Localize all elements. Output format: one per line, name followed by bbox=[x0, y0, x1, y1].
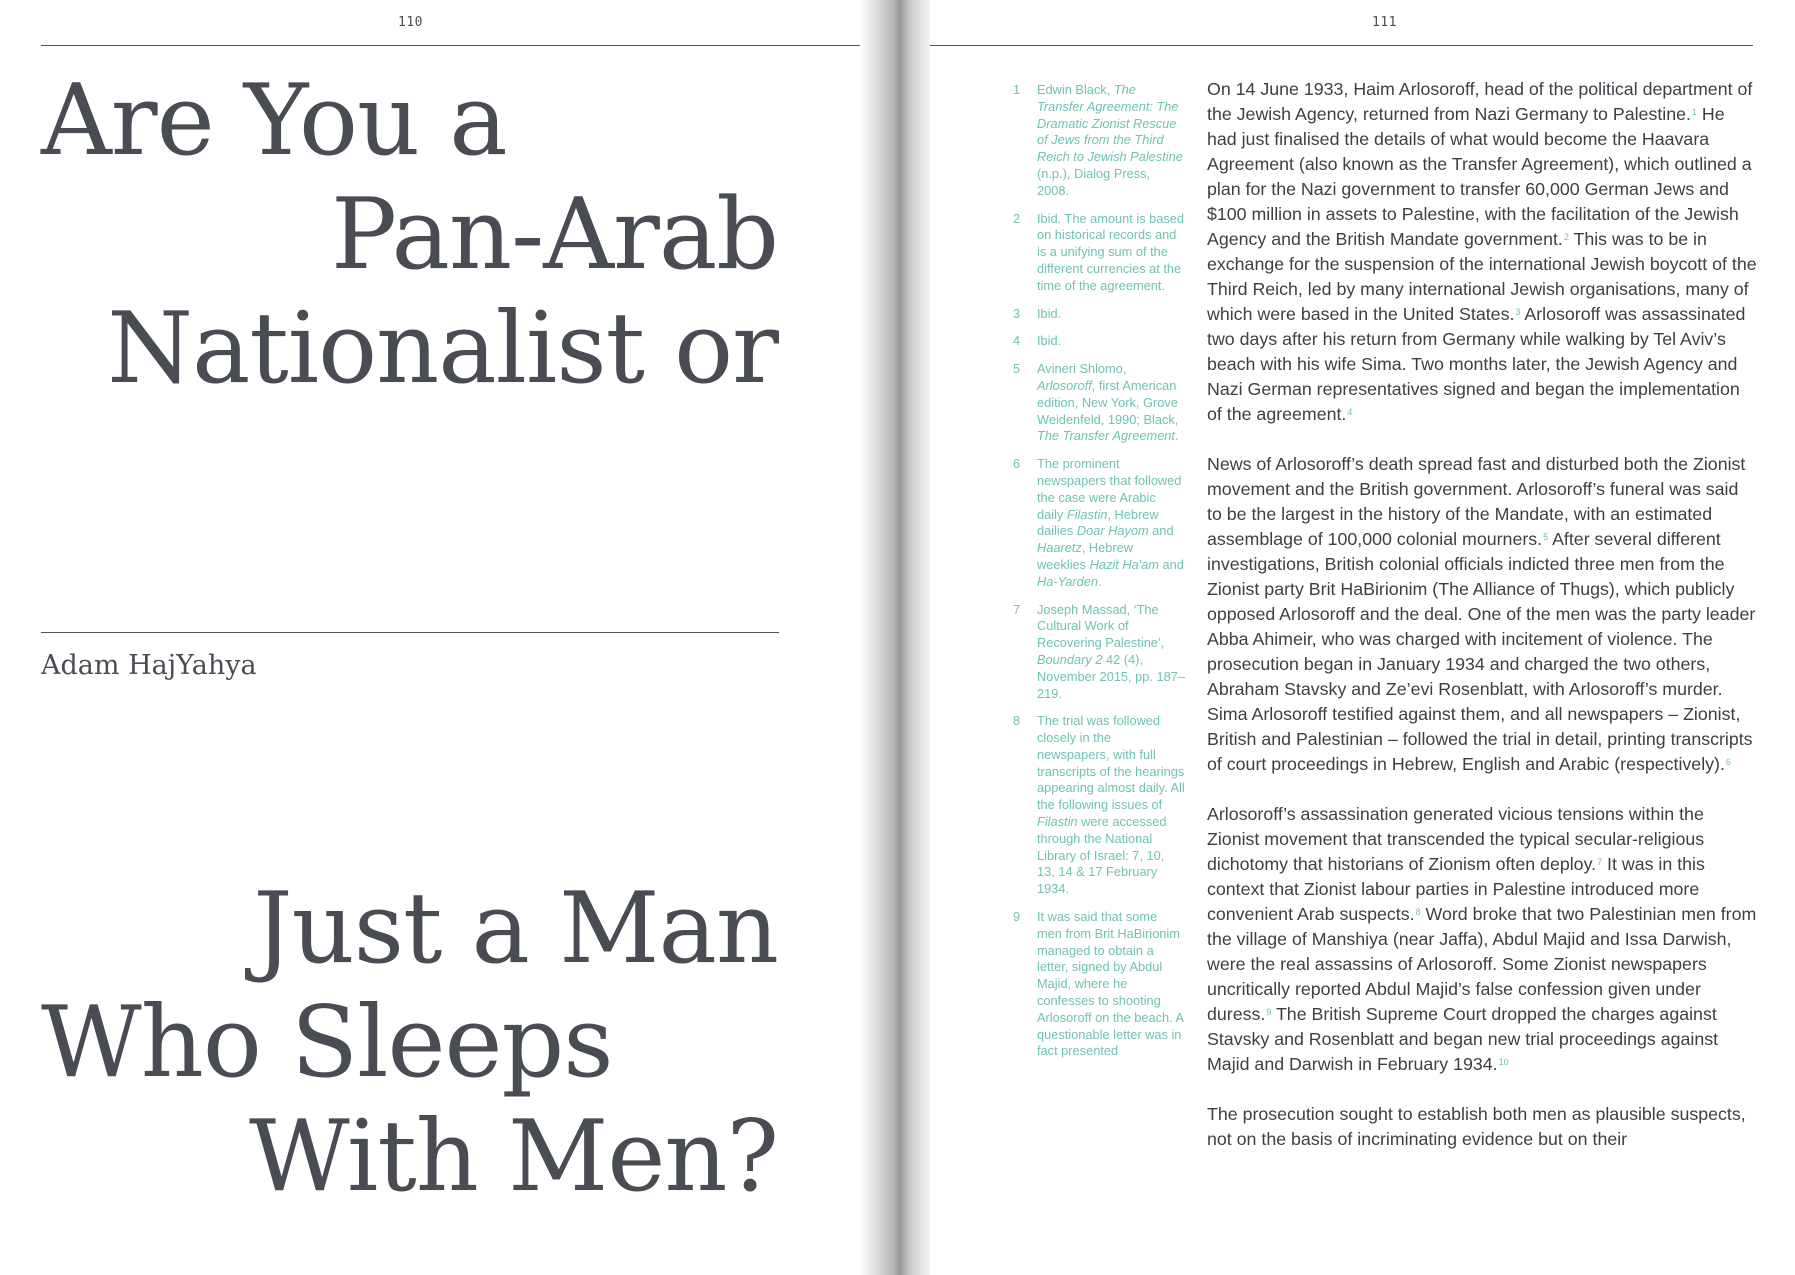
footnote bbox=[1013, 333, 1185, 350]
title-line: With Men? bbox=[249, 1100, 778, 1214]
footnote-number: 8 bbox=[1013, 713, 1021, 729]
top-rule bbox=[930, 45, 1753, 46]
top-rule bbox=[41, 45, 861, 46]
footnote-reference[interactable]: 8 bbox=[1415, 907, 1421, 917]
footnote-reference[interactable]: 10 bbox=[1498, 1057, 1509, 1067]
author-rule bbox=[41, 632, 779, 633]
footnote-text: Edwin Black, The Transfer Agreement: The Dramatic Zionist Rescue of Jews from the Third Reich to Jewish Palestine (n.p.), Dialog Press, 2008. bbox=[1037, 82, 1183, 198]
footnote-number: 1 bbox=[1013, 82, 1021, 97]
footnote-number: 6 bbox=[1013, 456, 1021, 472]
footnote-text: Ibid. bbox=[1037, 333, 1062, 349]
footnote-number: 7 bbox=[1013, 601, 1021, 617]
footnote bbox=[1013, 211, 1185, 295]
footnote-text: Ibid. The amount is based on historical records and is a unifying sum of the different currencies at the time of the agreement. bbox=[1037, 210, 1185, 293]
footnote-number: 9 bbox=[1013, 909, 1021, 925]
footnote-number: 3 bbox=[1013, 305, 1021, 321]
footnote bbox=[1013, 82, 1185, 200]
footnote-text: Joseph Massad, ‘The Cultural Work of Recovering Palestine’, Boundary 2 42 (4), November 2015, pp. 187–219. bbox=[1037, 601, 1185, 701]
footnote bbox=[1013, 713, 1185, 898]
footnote bbox=[1013, 306, 1185, 323]
body-paragraph: On 14 June 1933, Haim Arlosoroff, head of the political department of the Jewish Agency, returned from Nazi Germany to Palestine.$^1$ He had just finalised the details of what would become the Haavara Agreement (also known as the Transfer Agreement), which outlined a plan for the Nazi government to transfer 60,000 German Jews and $100 million in assets to Palestine, with the facilitation of the Jewish Agency and the British Mandate government.$^2$ This was to be in exchange for the suspension of the international Jewish boycott of the Third Reich, led by many international Jewish organisations, many of which were based in the United States.$^3$ Arlosoroff was assassinated two days after his return from Germany while walking by Tel Aviv’s beach with his wife Sima. Two months later, the Jewish Agency and Nazi German representatives signed and began the implementation of the agreement.$^4$ bbox=[1207, 79, 1757, 424]
footnote-text: The prominent newspapers that followed the case were Arabic daily Filastin, Hebrew dailies Doar Hayom and Haaretz, Hebrew weeklies Hazit Ha'am and Ha-Yarden. bbox=[1037, 456, 1184, 589]
body-paragraph: News of Arlosoroff’s death spread fast and disturbed both the Zionist movement and the British government. Arlosoroff’s funeral was said to be the largest in the history of the Mandate, with an estimated assemblage of 100,000 colonial mourners.$^5$ After several different investigations, British colonial officials indicted three men from the Zionist party Brit HaBirionim (The Alliance of Thugs), which publicly opposed Arlosoroff and the deal. One of the men was the party leader Abba Ahimeir, who was charged with incitement of violence. The prosecution began in January 1934 and charged the two others, Abraham Stavsky and Ze’evi Rosenblatt, with Arlosoroff’s murder. Sima Arlosoroff testified against them, and all newspapers – Zionist, British and Palestinian – followed the trial in detail, printing transcripts of court proceedings in Hebrew, English and Arabic (respectively).$^6$ bbox=[1207, 454, 1756, 774]
footnote-text: Avineri Shlomo, Arlosoroff, first American edition, New York, Grove Weidenfeld, 1990; Black, The Transfer Agreement. bbox=[1037, 361, 1179, 444]
title-line: Pan-Arab bbox=[331, 178, 778, 292]
footnote-number: 5 bbox=[1013, 361, 1021, 377]
footnote-reference[interactable]: 1 bbox=[1691, 107, 1697, 117]
right-page bbox=[930, 0, 1795, 1275]
footnote bbox=[1013, 361, 1185, 445]
footnote bbox=[1013, 602, 1185, 703]
footnote-reference[interactable]: 4 bbox=[1347, 407, 1353, 417]
footnote-text: The trial was followed closely in the newspapers, with full transcripts of the hearings appearing almost daily. All the following issues of Filastin were accessed through the National Library of Israel: 7, 10, 13, 14 & 17 February 1934. bbox=[1037, 713, 1185, 897]
book-gutter-shadow bbox=[860, 0, 940, 1275]
footnote-number: 4 bbox=[1013, 333, 1021, 349]
footnote-reference[interactable]: 6 bbox=[1725, 757, 1731, 767]
title-line: Nationalist or bbox=[107, 292, 778, 406]
footnote-number: 2 bbox=[1013, 210, 1021, 226]
footnote-reference[interactable]: 9 bbox=[1266, 1007, 1272, 1017]
footnote-reference[interactable]: 3 bbox=[1515, 307, 1521, 317]
left-page bbox=[0, 0, 870, 1275]
body-text-column bbox=[1207, 77, 1757, 1177]
page-number: 111 bbox=[1372, 15, 1397, 30]
title-line: Are You a bbox=[41, 64, 507, 178]
title-line: Who Sleeps bbox=[41, 986, 613, 1100]
footnote-reference[interactable]: 5 bbox=[1543, 532, 1549, 542]
footnote-reference[interactable]: 2 bbox=[1563, 232, 1569, 242]
footnote-text: It was said that some men from Brit HaBirionim managed to obtain a letter, signed by Abdul Majid, where he confesses to shooting Arlosoroff on the beach. A questionable letter was in fact presented bbox=[1037, 909, 1184, 1059]
footnotes-column bbox=[1013, 82, 1185, 1071]
title-line: Just a Man bbox=[253, 872, 778, 986]
footnote bbox=[1013, 909, 1185, 1060]
body-paragraph: Arlosoroff’s assassination generated vicious tensions within the Zionist movement that transcended the typical secular-religious dichotomy that historians of Zionism often deploy.$^7$ It was in this context that Zionist labour parties in Palestine introduced more convenient Arab suspects.$^8$ Word broke that two Palestinian men from the village of Manshiya (near Jaffa), Abdul Majid and Issa Darwish, were the real assassins of Arlosoroff. Some Zionist newspapers uncritically reported Abdul Majid’s false confession given under duress.$^9$ The British Supreme Court dropped the charges against Stavsky and Rosenblatt and began new trial proceedings against Majid and Darwish in February 1934.10 bbox=[1207, 804, 1757, 1074]
body-paragraph: The prosecution sought to establish both men as plausible suspects, not on the basis of incriminating evidence but on their bbox=[1207, 1104, 1746, 1149]
page-number: 110 bbox=[398, 15, 423, 30]
footnote-reference[interactable]: 7 bbox=[1597, 857, 1603, 867]
author-name: Adam HajYahya bbox=[41, 650, 257, 681]
footnote bbox=[1013, 456, 1185, 590]
footnote-text: Ibid. bbox=[1037, 305, 1062, 321]
